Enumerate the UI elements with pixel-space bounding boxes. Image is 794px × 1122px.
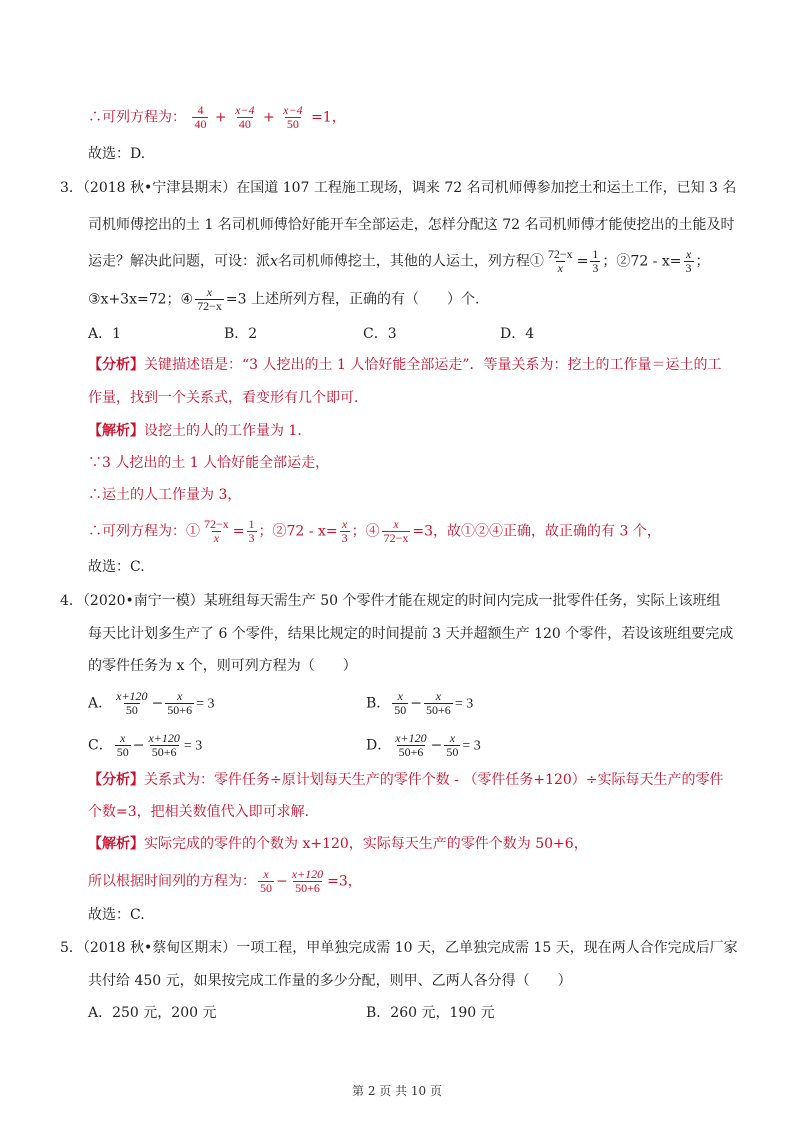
solution-tag: 【解析】 (88, 423, 144, 439)
operator: + (214, 109, 227, 126)
fraction: $\frac{x}{3}$ (341, 517, 348, 545)
text: 关系式为：零件任务÷原计划每天生产的零件个数 - （零件任务+120）÷实际每天生产的零件 (144, 772, 724, 788)
q4-option-d (366, 732, 481, 759)
q3-solution-line3: ∴运土的人工作量为 3， (88, 487, 242, 503)
operator: − (276, 873, 288, 890)
q4-option-c (88, 732, 202, 759)
fraction: $\frac{x}{3}$ (685, 247, 692, 275)
option-label: B． (366, 695, 391, 712)
fraction: $\frac{x}{50+6}$ (167, 689, 193, 717)
text: ；②72 - x= (602, 253, 682, 270)
page-footer: 第 2 页 共 10 页 (352, 1084, 442, 1098)
fraction: $\frac{x+120}{50}$ (116, 689, 148, 717)
q4-solution-line1 (88, 834, 588, 854)
eq-prefix: ∴可列方程为： (88, 109, 186, 126)
operator: − (132, 737, 145, 754)
q3-solution-line2: ∵3 人挖出的土 1 人恰好能全部运走， (88, 455, 330, 471)
operator: − (430, 737, 443, 754)
text: 名司机师傅挖土，其他的人运土，列方程① (277, 253, 544, 270)
q3-solution-line1 (88, 421, 311, 441)
variable: x (270, 253, 278, 270)
question-number: 4． (60, 593, 83, 609)
q5-stem-line2: 共付给 450 元，如果按完成工作量的多少分配，则甲、乙两人各分得（ ） (88, 973, 572, 989)
fraction: $\frac{x-4}{40}$ (235, 103, 255, 131)
fraction: $\frac{x}{50}$ (446, 731, 459, 759)
fraction: $\frac{72-x}{x}$ (547, 247, 573, 275)
q4-stem-line2: 每天比计划多生产了 6 个零件，结果比规定的时间提前 3 天并超额生产 120 个零件，若设该班组要完成 (88, 626, 734, 642)
option-label: A． (88, 695, 113, 712)
analysis-tag: 【分析】 (88, 772, 144, 788)
operator: = (576, 253, 589, 270)
option-label: C． (88, 737, 113, 754)
text: 所以根据时间列的方程为： (88, 873, 256, 890)
q3-stem-line2: 司机师傅挖出的土 1 名司机师傅恰好能开车全部运走，怎样分配这 72 名司机师傅才能使挖出的土能及时 (88, 217, 735, 233)
text: （2018 秋•蔡甸区期末）一项工程，甲单独完成需 10 天，乙单独完成需 15 天，现在两人合作完成后厂家 (82, 940, 738, 956)
q4-stem-line1 (60, 591, 721, 611)
fraction: $\frac{x}{72-x}$ (197, 285, 222, 313)
fraction: $\frac{1}{3}$ (248, 517, 255, 545)
text: ； (695, 253, 710, 270)
question-number: 5． (60, 940, 83, 956)
text: =3， (327, 873, 362, 890)
operator: − (151, 695, 164, 712)
fraction: $\frac{1}{3}$ (592, 247, 599, 275)
operator: = (232, 523, 245, 540)
text: 设挖土的人的工作量为 1． (144, 423, 312, 439)
q3-option-c: C．3 (363, 326, 397, 342)
analysis-tag: 【分析】 (88, 357, 144, 373)
q4-solution-equation (88, 868, 362, 895)
fraction: $\frac{x+120}{50+6}$ (291, 867, 324, 895)
q4-option-b (366, 690, 473, 717)
text: ；④ (351, 523, 380, 540)
fraction: $\frac{72-x}{x}$ (204, 517, 229, 545)
q4-answer: 故选：C. (88, 907, 145, 923)
fraction: $\frac{x}{50}$ (260, 867, 272, 895)
rhs: = 3 (196, 696, 215, 712)
q3-answer: 故选：C. (88, 559, 145, 575)
text: （2020•南宁一模）某班组每天需生产 50 个零件才能在规定的时间内完成一批零件任务，实际上该班组 (82, 593, 721, 609)
q4-option-a (88, 690, 214, 717)
rhs: = 3 (454, 696, 474, 712)
fraction: $\frac{x}{72-x}$ (383, 517, 409, 545)
text: 关键描述语是：“3 人挖出的土 1 人恰好能全部运走”．等量关系为：挖土的工作量＝运土的工 (144, 357, 722, 373)
text: ③x+3x=72；④ (88, 291, 194, 308)
prev-answer: 故选：D. (88, 146, 146, 162)
q5-option-b: B．260 元，190 元 (366, 1005, 495, 1021)
q4-analysis-line2: 个数=3，把相关数值代入即可求解． (88, 804, 319, 820)
operator: − (410, 695, 423, 712)
q3-option-a: A．1 (88, 326, 122, 342)
q4-analysis-line1 (88, 770, 724, 790)
eq-suffix: =1， (311, 109, 346, 126)
q3-analysis-line1 (88, 355, 721, 375)
fraction: $\frac{4}{40}$ (194, 103, 207, 131)
q3-stem-line1 (60, 178, 736, 198)
option-label: D． (366, 737, 392, 754)
text: 运走？解决此问题，可设：派 (88, 253, 270, 270)
q3-option-d: D．4 (500, 326, 535, 342)
prev-equation (88, 104, 346, 131)
rhs: = 3 (462, 738, 481, 754)
text: （2018 秋•宁津县期末）在国道 107 工程施工现场，调来 72 名司机师傅参加挖土和运土工作，已知 3 名 (82, 180, 737, 196)
q3-stem-line4 (88, 286, 479, 313)
text: ∴可列方程为：① (88, 523, 200, 540)
text: =3，故①②④正确，故正确的有 3 个， (412, 523, 661, 540)
q3-analysis-line2: 作量，找到一个关系式，看变形有几个即可． (88, 390, 368, 406)
text: ；②72 - x= (258, 523, 338, 540)
question-number: 3． (60, 180, 83, 196)
fraction: $\frac{x}{50+6}$ (426, 689, 451, 717)
q3-solution-equation (88, 518, 661, 545)
text: =3 上述所列方程，正确的有（ ）个. (225, 291, 480, 308)
solution-tag: 【解析】 (88, 836, 144, 852)
fraction: $\frac{x}{50}$ (116, 731, 129, 759)
text: 实际完成的零件的个数为 x+120，实际每天生产的零件个数为 50+6， (144, 836, 588, 852)
fraction: $\frac{x-4}{50}$ (283, 103, 303, 131)
q3-stem-line3 (88, 248, 710, 275)
q3-option-b: B．2 (224, 326, 258, 342)
q5-stem-line1 (60, 938, 738, 958)
q4-stem-line3: 的零件任务为 x 个，则可列方程为（ ） (88, 658, 357, 674)
fraction: $\frac{x}{50}$ (394, 689, 407, 717)
rhs: = 3 (183, 738, 203, 754)
fraction: $\frac{x+120}{50+6}$ (148, 731, 180, 759)
fraction: $\frac{x+120}{50+6}$ (395, 731, 427, 759)
operator: + (262, 109, 275, 126)
q5-option-a: A．250 元，200 元 (88, 1005, 217, 1021)
